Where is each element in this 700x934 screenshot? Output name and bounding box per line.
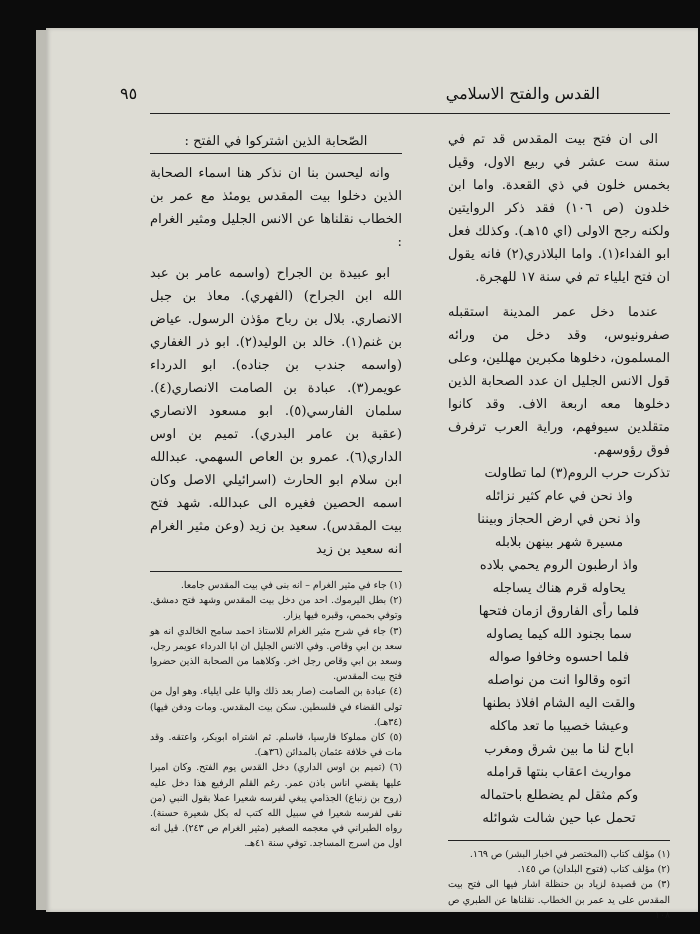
verse-line: سما بجنود الله كيما يصاوله — [486, 627, 632, 642]
poem-intro: تذكرت حرب الروم(٣) لما تطاولت — [484, 466, 670, 481]
footnote: (١) مؤلف كتاب (المختصر في اخبار البشر) ص ١٦٩. — [469, 849, 670, 860]
verse-line: فلما احسوه وخافوا صواله — [488, 650, 630, 665]
footnote: (٥) كان مملوكا فارسيا، فاسلم. ثم اشتراه ابوبكر، واعتقه. وقد مات في خلافة عثمان بالمدائن (٣٦هـ). — [150, 732, 402, 759]
footnote: (٤) عبادة بن الصامت (صار بعد ذلك واليا على ايلياء. وهو اول من تولى القضاء في فلسطين. سكن بيت المقدس. ومات ودفن فيها) (٣٤هـ). — [150, 686, 402, 728]
verse-line: فلما رأى الفاروق ازمان فتحها — [478, 604, 640, 619]
verse-line: اتوه وقالوا انت من نواصله — [487, 673, 631, 688]
verse-line: مسيرة شهر بينهن بلابله — [494, 535, 624, 550]
verse-line: واذ نحن في ارض الحجاز وبيننا — [477, 512, 641, 527]
right-column — [448, 128, 670, 923]
verse-line: والقت اليه الشام افلاذ بطنها — [482, 696, 636, 711]
footnote: (٣) جاء في شرح مثير الغرام للاستاذ احمد سامح الخالدي انه هو سعد بن ابي وقاص. وفي الانس الجليل ان ابا الدرداء عويمر رجل، وسعد بن ابي وقاص رجل اخر. وكلاهما من الصحابة الذين حضروا فتح بيت المقدس. — [150, 625, 402, 683]
paragraph: عندما دخل عمر المدينة استقبله صفرونيوس، وقد دخل من ورائه المسلمون، دخلوها مكبرين مهللين، وعلى قول الانس الجليل ان عدد الصحابة الذين دخلوها معه اربعة الاف. وقد كانوا متقلدين سيوفهم، وراية العرب ترفرف فوق رؤوسهم. — [448, 305, 670, 458]
page-number: ٩٥ — [120, 84, 138, 103]
verse-line: اباح لنا ما بين شرق ومغرب — [484, 742, 634, 757]
verse-line: وعيشا خصيبا ما تعد ماكله — [489, 719, 629, 734]
paragraph: وانه ليحسن بنا ان نذكر هنا اسماء الصحابة الذين دخلوا بيت المقدس يومئذ مع عمر بن الخطاب نقلناها عن الانس الجليل ومثير الغرام : — [150, 166, 402, 250]
footnote-rule — [150, 571, 402, 572]
verse-line: واذ ارطبون الروم يحمي بلاده — [479, 558, 639, 573]
verse-line: تحمل عبا حين شالت شوائله — [482, 811, 636, 826]
footnote-rule — [448, 840, 670, 841]
paragraph: الى ان فتح بيت المقدس قد تم في سنة ست عشر في ربيع الاول، وقيل بخمس خلون في ذي القعدة. واما ابن خلدون (ص ١٠٦) فقد ذكر الروايتين ولكنه رجح الاولى (اي ١٥هـ). وكذلك فعل ابو الفداء(١). واما البلاذري(٢) فانه يقول ان فتح ايلياء تم في سنة ١٧ للهجرة. — [448, 132, 670, 285]
footnote: (٦) (تميم بن اوس الداري) دخل القدس يوم الفتح. وكان اميرا عليها يقضي اناس باذن عمر. رغم القلم الرفيع هذا دخل عليه (روح بن زنباع) الجذامي يبغي لفرسه شعيرا عملا بقول النبي (من نقى لفرسه شعيرا في سبيل الله كتب له بكل شعيرة حسنة). رواه الطبراني في معجمه الصغير (مثير الغرام ص ٢٤٣). قيل انه اول من اسرج المساجد. توفي سنة ٤١هـ. — [150, 762, 402, 850]
header-rule — [150, 113, 670, 114]
verse-line: وكم مثقل لم يضطلع باحتماله — [479, 788, 639, 803]
running-title: القدس والفتح الاسلامي — [445, 84, 600, 103]
verse-line: واذ نحن في عام كثير نزائله — [485, 489, 633, 504]
companions-list: ابو عبيدة بن الجراح (واسمه عامر بن عبد الله ابن الجراح) (الفهري). معاذ بن جبل الانصاري. بلال بن رباح مؤذن الرسول. عياض بن غنم(١). خالد بن الوليد(٢). ابو ذر الغفاري (واسمه جندب بن جناده). ابو الدرداء عويمر(٣). عبادة بن الصامت الانصاري(٤). سلمان الفارسي(٥). ابو مسعود الانصاري (عقبة بن عامر البدري). تميم بن اوس الداري(٦). عمرو بن العاص السهمي. عبدالله ابن سلام ابو الحارث (اسرائيلي الاصل وكان اسمه الحصين فغيره الى عبدالله. شهد فتح بيت المقدس). سعيد بن زيد (وعن مثير الغرام انه سعيد بن زيد — [150, 266, 402, 557]
footnote: (٢) بطل اليرموك. احد من دخل بيت المقدس وشهد فتح دمشق. وتوفي بحمص، وقبره فيها يزار. — [150, 595, 402, 622]
verse-line: مواريث اعقاب بنتها قرامله — [486, 765, 632, 780]
left-column — [150, 130, 402, 852]
section-title: الصّحابة الذين اشتركوا في الفتح : — [150, 130, 402, 154]
footnote: (١) جاء في مثير الغرام – انه بنى في بيت المقدس جامعا. — [180, 580, 402, 591]
running-header — [100, 84, 620, 112]
footnote: (٢) مؤلف كتاب (فتوح البلدان) ص ١٤٥. — [517, 864, 670, 876]
verse-line: يحاوله قرم هناك يساجله — [492, 581, 626, 596]
footnote: (٣) من قصيدة لزياد بن حنظلة اشار فيها الى فتح بيت المقدس على يد عمر بن الخطاب. نقلناها عن الطبري ص ١٠٨ — [448, 879, 670, 921]
